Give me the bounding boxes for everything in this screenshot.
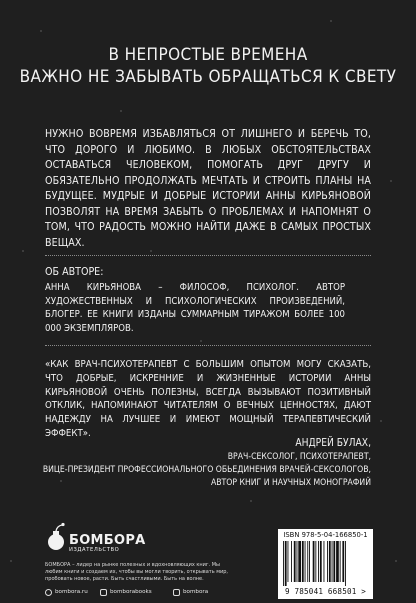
social-icon — [173, 589, 180, 596]
heading-line-1: В НЕПРОСТЫЕ ВРЕМЕНА — [108, 45, 308, 65]
publisher-description: БОМБОРА – лидер на рынке полезных и вдохновляющих книг. Мы любим книги и создаем их, чтобы вы могли творить, открывать мир, пробовать новое, расти. Быть счастливыми. Быть на волне. — [45, 562, 229, 582]
isbn-barcode — [278, 529, 373, 599]
review-quote: «КАК ВРАЧ-ПСИХОТЕРАПЕВТ С БОЛЬШИМ ОПЫТОМ МОГУ СКАЗАТЬ, ЧТО ДОБРЫЕ, ИСКРЕННИЕ И ЖИЗНЕННЫЕ ИСТОРИИ АННЫ КИРЬЯНОВОЙ ОЧЕНЬ ПОЛЕЗНЫ, ВСЕГДА ВЫЗЫВАЮТ ПОЗИТИВНЫЙ ОТКЛИК, НАПОМИНАЮТ ЧИТАТЕЛЯМ О ВЕЧНЫХ ЦЕННОСТЯХ, ДАЮТ НАДЕЖДУ НА ЛУЧШЕЕ И ИМЕЮТ МОЩНЫЙ ТЕРАПЕВТИЧЕСКИЙ ЭФФЕКТ». — [45, 359, 371, 439]
intro-text: НУЖНО ВОВРЕМЯ ИЗБАВЛЯТЬСЯ ОТ ЛИШНЕГО И БЕРЕЧЬ ТО, ЧТО ДОРОГО И ЛЮБИМО. В ЛЮБЫХ ОБСТОЯТЕЛЬСТВАХ ОСТАВАТЬСЯ ЧЕЛОВЕКОМ, ПОМОГАТЬ ДРУГ ДРУГУ И ОБЯЗАТЕЛЬНО ПРОДОЛЖАТЬ МЕЧТАТЬ И СТРОИТЬ ПЛАНЫ НА БУДУЩЕЕ. МУДРЫЕ И ДОБРЫЕ ИСТОРИИ АННЫ КИРЬЯНОВОЙ ПОЗВОЛЯТ НА ВРЕМЯ ЗАБЫТЬ О ПРОБЛЕМАХ И НАПОМНЯТ О ТОМ, ЧТО РАДОСТЬ МОЖНО НАЙТИ ДАЖЕ В САМЫХ ПРОСТЫХ ВЕЩАХ. — [45, 128, 371, 249]
signature-name: АНДРЕЙ БУЛАХ, — [295, 438, 371, 449]
social-link[interactable] — [45, 587, 88, 597]
publisher-logo-name: БОМБОРА — [69, 533, 146, 548]
review-signature — [41, 436, 371, 490]
publisher-logo-subtitle: ИЗДАТЕЛЬСТВО — [69, 547, 120, 553]
social-label: bombora.ru — [55, 589, 88, 595]
signature-line-2: ВИЦЕ-ПРЕЗИДЕНТ ПРОФЕССИОНАЛЬНОГО ОБЬЕДИНЕНИЯ ВРАЧЕЙ-СЕКСОЛОГОВ, — [42, 465, 371, 475]
isbn-number: ISBN 978-5-04-166850-1 — [283, 531, 368, 539]
barcode-digits: 9 785041 668501 > — [284, 587, 367, 596]
barcode-bars — [281, 541, 370, 586]
divider — [45, 255, 371, 256]
social-label: bombora — [183, 589, 209, 595]
signature-line-1: ВРАЧ-СЕКСОЛОГ, ПСИХОТЕРАПЕВТ, — [227, 452, 371, 462]
back-cover-heading — [0, 44, 416, 88]
author-title: ОБ АВТОРЕ: — [45, 266, 104, 278]
divider — [45, 345, 371, 346]
social-link[interactable] — [100, 587, 152, 597]
heading-line-2: ВАЖНО НЕ ЗАБЫВАТЬ ОБРАЩАТЬСЯ К СВЕТУ — [19, 67, 397, 87]
publisher-logo — [45, 522, 145, 556]
bomb-logo-icon — [45, 522, 67, 552]
social-label: bomborabooks — [110, 589, 152, 595]
social-link[interactable] — [173, 587, 208, 597]
signature-line-3: АВТОР КНИГ И НАУЧНЫХ МОНОГРАФИЙ — [210, 478, 371, 488]
publisher-socials — [45, 587, 265, 597]
social-icon — [100, 589, 107, 596]
author-text: АННА КИРЬЯНОВА – ФИЛОСОФ, ПСИХОЛОГ. АВТОР ХУДОЖЕСТВЕННЫХ И ПСИХОЛОГИЧЕСКИХ ПРОИЗВЕДЕНИЙ, БЛОГЕР. ЕЕ КНИГИ ИЗДАНЫ СУММАРНЫМ ТИРАЖОМ БОЛЕЕ 100 000 ЭКЗЕМПЛЯРОВ. — [45, 282, 345, 334]
globe-icon — [45, 589, 52, 596]
